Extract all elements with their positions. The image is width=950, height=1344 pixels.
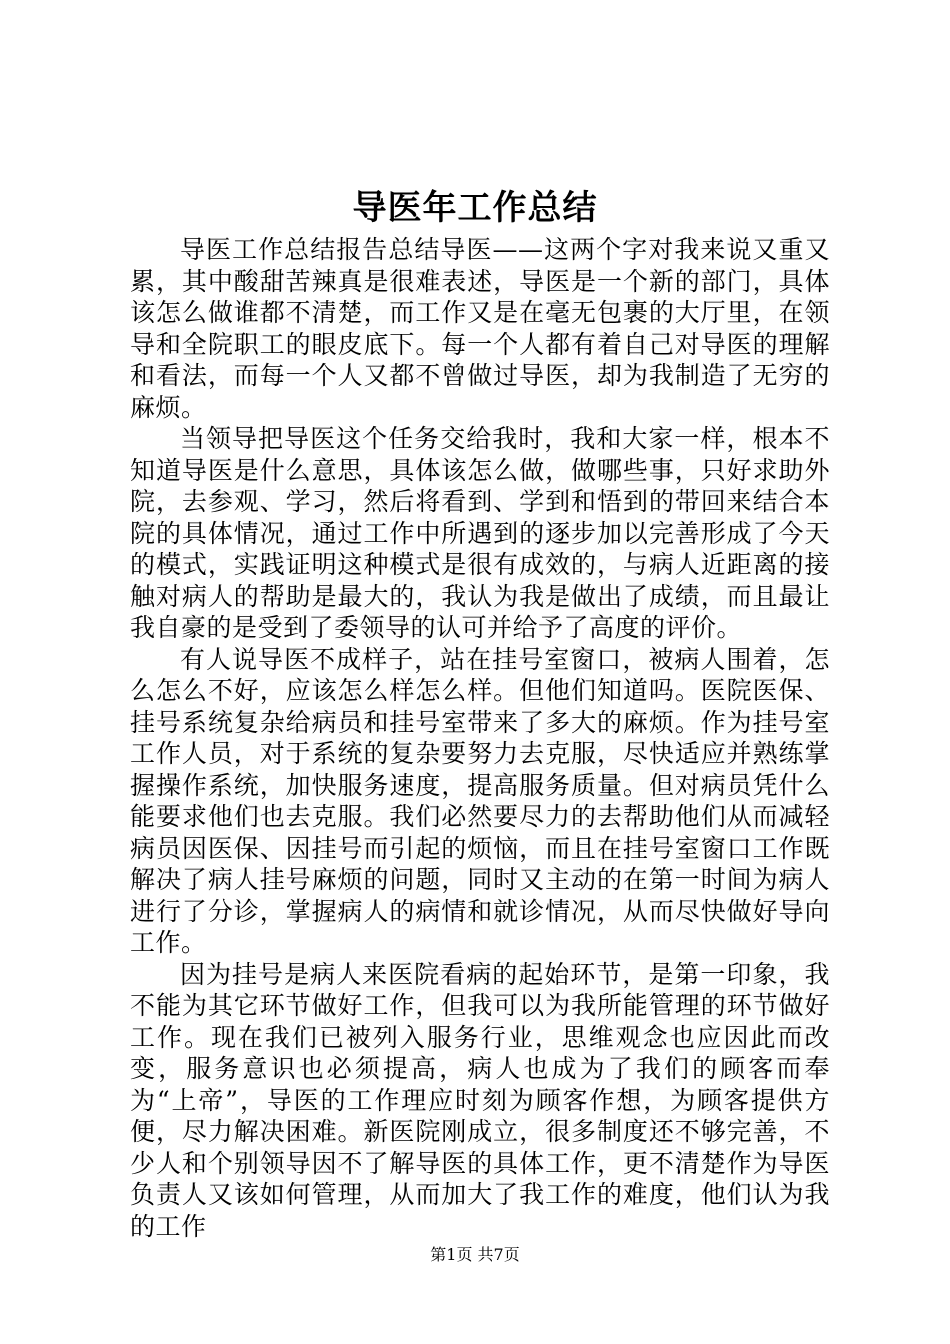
paragraph: 因为挂号是病人来医院看病的起始环节，是第一印象，我不能为其它环节做好工作，但我可以为我所能管理的环节做好工作。现在我们已被列入服务行业，思维观念也应因此而改变，服务意识也必须提高，病人也成为了我们的顾客而奉为“上帝”，导医的工作理应时刻为顾客作想，为顾客提供方便，尽力解决困难。新医院刚成立，很多制度还不够完善，不少人和个别领导因不了解导医的具体工作，更不清楚作为导医负责人又该如何管理，从而加大了我工作的难度，他们认为我的工作 [130,959,830,1241]
page-number-footer: 第1页 共7页 [430,1245,520,1264]
document-title: 导医年工作总结 [352,188,598,228]
paragraph: 有人说导医不成样子，站在挂号室窗口，被病人围着，怎么怎么不好，应该怎么样怎么样。但他们知道吗。医院医保、挂号系统复杂给病员和挂号室带来了多大的麻烦。作为挂号室工作人员，对于系统的复杂要努力去克服，尽快适应并熟练掌握操作系统，加快服务速度，提高服务质量。但对病员凭什么能要求他们也去克服。我们必然要尽力的去帮助他们从而减轻病员因医保、因挂号而引起的烦恼，而且在挂号室窗口工作既解决了病人挂号麻烦的问题，同时又主动的在第一时间为病人进行了分诊，掌握病人的病情和就诊情况，从而尽快做好导向工作。 [130,644,830,957]
document-body [130,234,830,1242]
paragraph: 导医工作总结报告总结导医——这两个字对我来说又重又累，其中酸甜苦辣真是很难表述，导医是一个新的部门，具体该怎么做谁都不清楚，而工作又是在毫无包裹的大厅里，在领导和全院职工的眼皮底下。每一个人都有着自己对导医的理解和看法，而每一个人又都不曾做过导医，却为我制造了无穷的麻烦。 [130,235,830,422]
paragraph: 当领导把导医这个任务交给我时，我和大家一样，根本不知道导医是什么意思，具体该怎么做，做哪些事，只好求助外院，去参观、学习，然后将看到、学到和悟到的带回来结合本院的具体情况，通过工作中所遇到的逐步加以完善形成了今天的模式，实践证明这种模式是很有成效的，与病人近距离的接触对病人的帮助是最大的，我认为我是做出了成绩，而且最让我自豪的是受到了委领导的认可并给予了高度的评价。 [130,424,830,642]
